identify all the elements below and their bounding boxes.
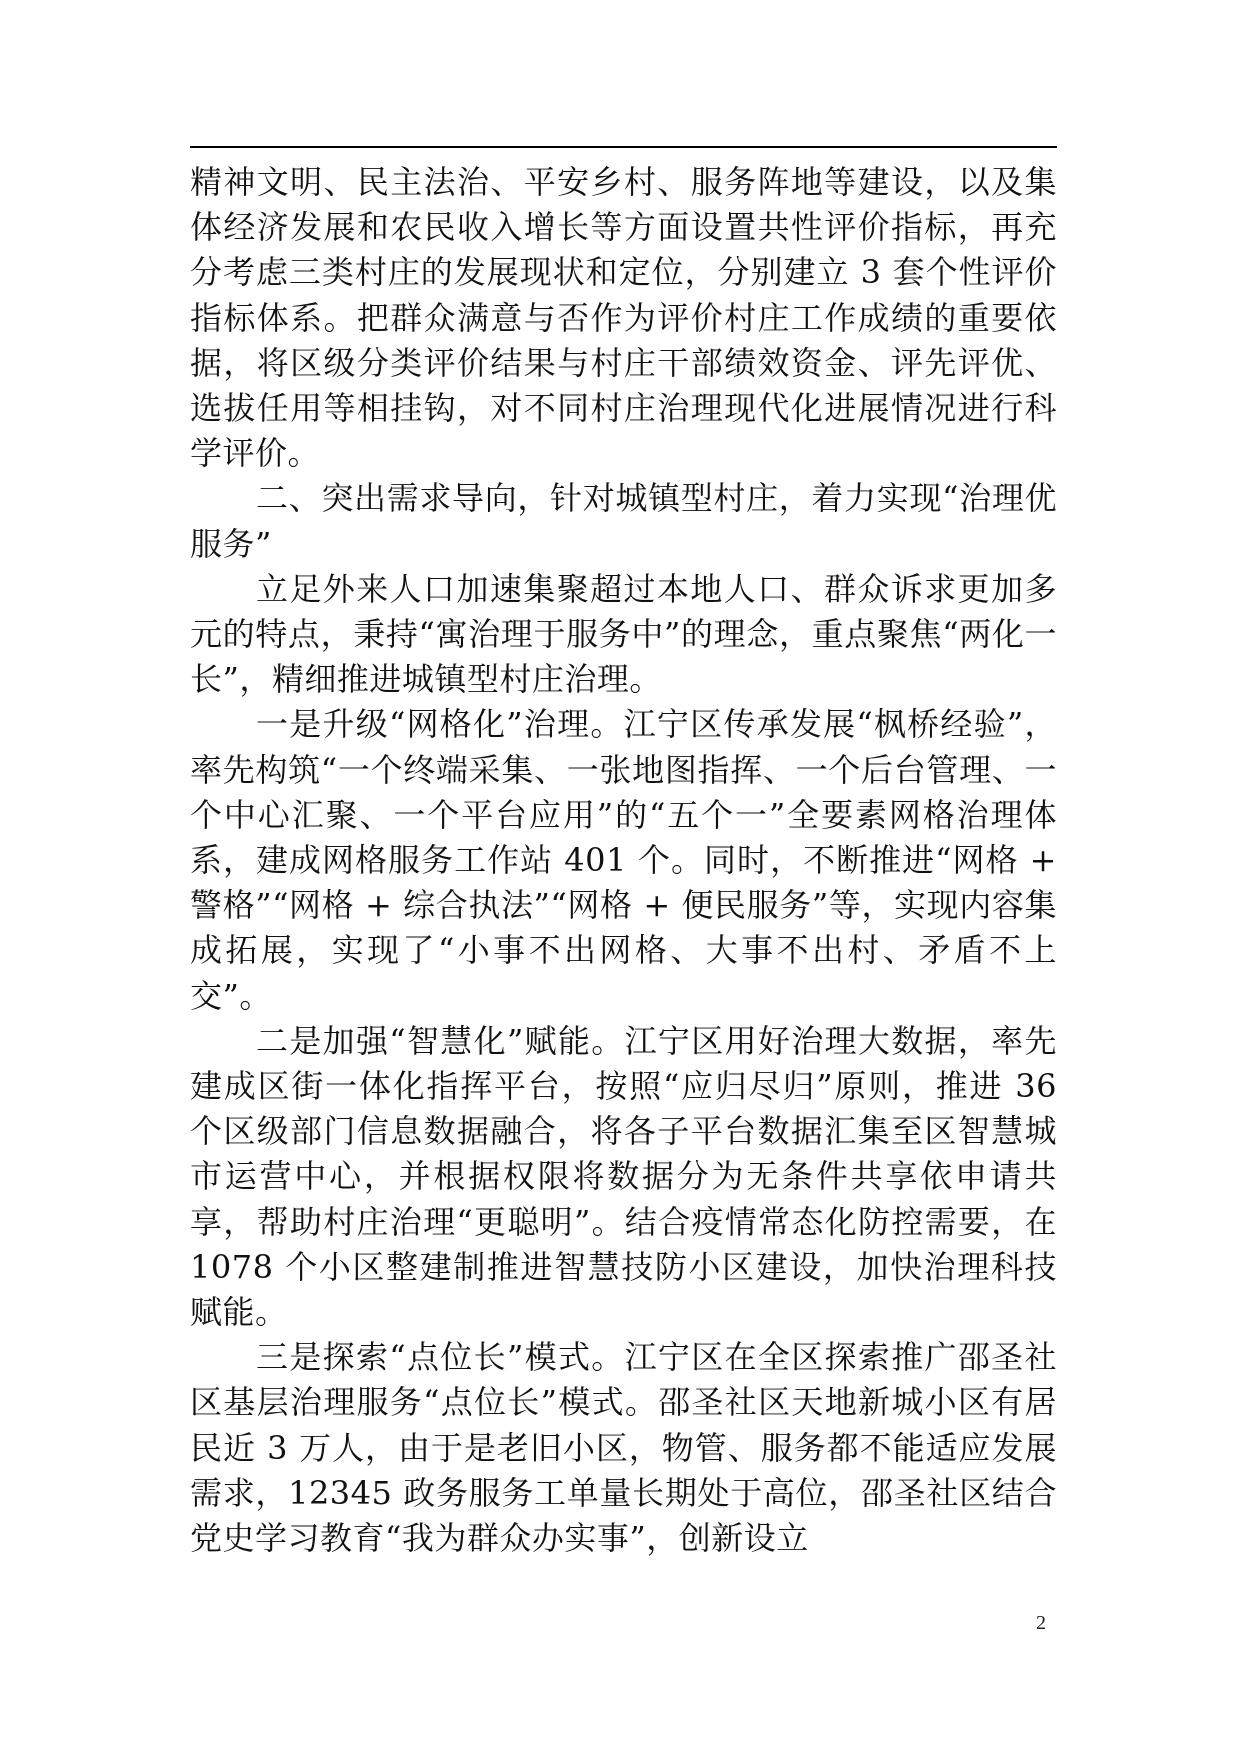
paragraph-grid-governance: 一是升级“网格化”治理。江宁区传承发展“枫桥经验”，率先构筑“一个终端采集、一张地图指挥、一个后台管理、一个中心汇聚、一个平台应用”的“五个一”全要素网格治理体系，建成网格服务工作站 401 个。同时，不断推进“网格 + 警格”“网格 + 综合执法”“网格 + 便民服务”等，实现内容集成拓展，实现了“小事不出网格、大事不出村、矛盾不上交”。: [190, 705, 1057, 1015]
paragraph-point-leader-model: 三是探索“点位长”模式。江宁区在全区探索推广邵圣社区基层治理服务“点位长”模式。邵圣社区天地新城小区有居民近 3 万人，由于是老旧小区，物管、服务都不能适应发展需求，12345 政务服务工单量长期处于高位，邵圣社区结合党史学习教育“我为群众办实事”，创新设立: [190, 1338, 1057, 1558]
paragraph-intro-urban-villages: 立足外来人口加速集聚超过本地人口、群众诉求更加多元的特点，秉持“寓治理于服务中”的理念，重点聚焦“两化一长”，精细推进城镇型村庄治理。: [190, 569, 1057, 699]
header-rule: [190, 146, 1057, 148]
paragraph-evaluation-indicators: 精神文明、民主法治、平安乡村、服务阵地等建设，以及集体经济发展和农民收入增长等方面设置共性评价指标，再充分考虑三类村庄的发展现状和定位，分别建立 3 套个性评价指标体系。把群众满意与否作为评价村庄工作成绩的重要依据，将区级分类评价结果与村庄干部绩效资金、评先评优、选拔任用等相挂钩，对不同村庄治理现代化进展情况进行科学评价。: [190, 163, 1057, 473]
page-body: [190, 160, 1057, 1561]
paragraph-smart-empowerment: 二是加强“智慧化”赋能。江宁区用好治理大数据，率先建成区街一体化指挥平台，按照“应归尽归”原则，推进 36 个区级部门信息数据融合，将各子平台数据汇集至区智慧城市运营中心，并根据权限将数据分为无条件共享依申请共享，帮助村庄治理“更聪明”。结合疫情常态化防控需要，在 1078 个小区整建制推进智慧技防小区建设，加快治理科技赋能。: [190, 1021, 1057, 1332]
section-heading-2: 二、突出需求导向，针对城镇型村庄，着力实现“治理优服务”: [190, 479, 1057, 563]
page-number: 2: [1036, 1612, 1046, 1634]
